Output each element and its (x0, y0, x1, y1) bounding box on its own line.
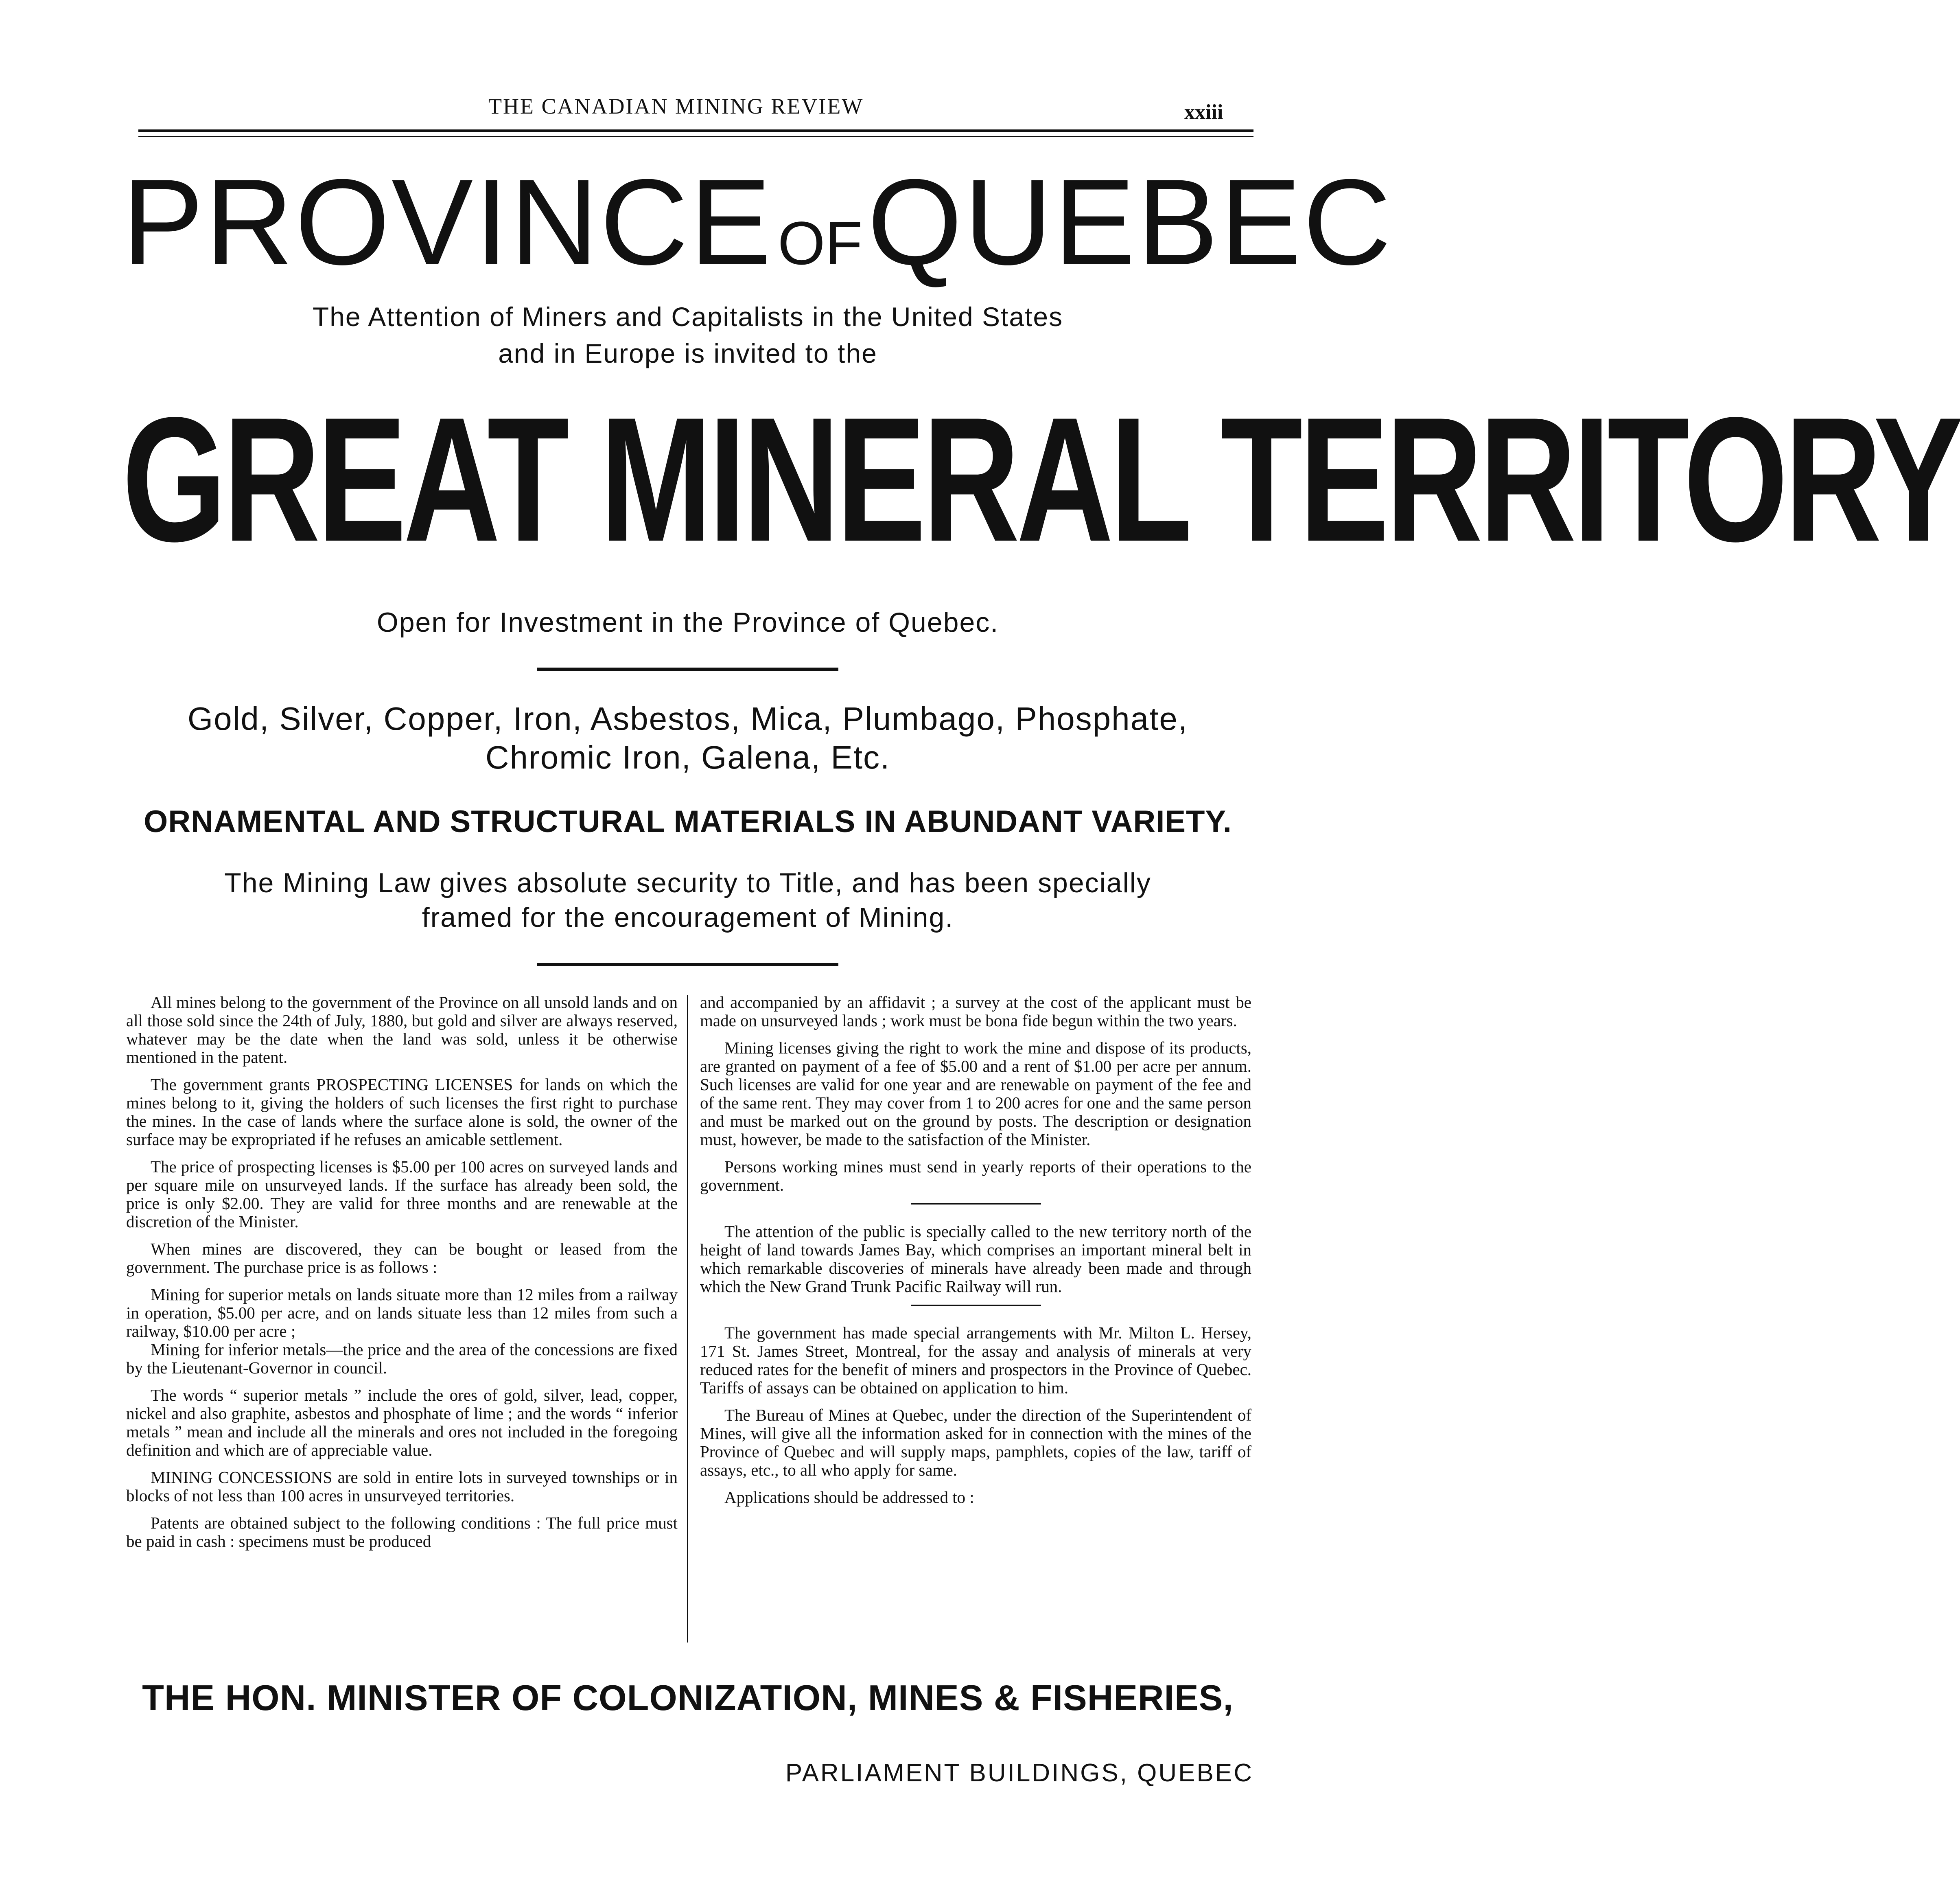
header-rule-thin (138, 136, 1253, 137)
right-divider-2 (911, 1305, 1041, 1306)
right-paragraph: The attention of the public is specially called to the new territory north of the height of land towards James Bay, which comprises an important mineral belt in which remarkable discoveries of minerals have already been made and through which the New Grand Trunk Pacific Railway will run. (700, 1222, 1251, 1296)
masthead (122, 153, 1393, 290)
open-line: Open for Investment in the Province of Quebec. (376, 607, 999, 638)
running-title: THE CANADIAN MINING REVIEW (488, 94, 864, 118)
minerals-line-2: Chromic Iron, Galena, Etc. (485, 739, 890, 775)
right-column (700, 993, 1251, 1516)
left-paragraph: Mining for inferior metals—the price and the area of the concessions are fixed by the Lieutenant-Governor in council. (126, 1340, 678, 1377)
right-paragraph: Applications should be addressed to : (724, 1488, 974, 1507)
right-divider-1 (911, 1203, 1041, 1205)
left-paragraph: MINING CONCESSIONS are sold in entire lots in surveyed townships or in blocks of not less than 100 acres in unsurveyed territories. (126, 1468, 678, 1505)
right-paragraph: Persons working mines must send in yearly reports of their operations to the government. (700, 1157, 1251, 1194)
headline: GREAT MINERAL TERRITORY (122, 380, 1960, 578)
intro-line-2: and in Europe is invited to the (498, 338, 877, 368)
address-line: PARLIAMENT BUILDINGS, QUEBEC (785, 1759, 1253, 1787)
masthead-of: OF (777, 209, 863, 277)
page-number: xxiii (1184, 101, 1223, 124)
left-paragraph: Patents are obtained subject to the following conditions : The full price must be paid in cash : specimens must be produced (126, 1513, 678, 1551)
column-divider (687, 995, 688, 1643)
left-column (126, 993, 678, 1559)
intro-line-1: The Attention of Miners and Capitalists in the United States (312, 302, 1063, 332)
header-rule-thick (138, 129, 1253, 132)
minister-line: THE HON. MINISTER OF COLONIZATION, MINES & FISHERIES, (142, 1678, 1234, 1718)
right-paragraph: Mining licenses giving the right to work the mine and dispose of its products, are granted on payment of a fee of $5.00 and a rent of $1.00 per acre per annum. Such licenses are valid for one year and are renewable on payment of the fee and of the same rent. They may cover from 1 to 200 acres for one and the same person and must be marked out on the ground by posts. The description or designation must, however, be made to the satisfaction of the Minister. (700, 1038, 1251, 1149)
left-paragraph: The government grants PROSPECTING LICENSES for lands on which the mines belong to it, giving the holders of such licenses the first right to purchase the mines. In the case of lands where the surface alone is sold, the owner of the surface may be expropriated if he refuses an amicable settlement. (126, 1075, 678, 1149)
materials-line: ORNAMENTAL AND STRUCTURAL MATERIALS IN ABUNDANT VARIETY. (144, 804, 1232, 839)
law-line-2: framed for the encouragement of Mining. (422, 902, 954, 933)
left-paragraph: All mines belong to the government of the Province on all unsold lands and on all those sold since the 24th of July, 1880, but gold and silver are always reserved, whatever may be the date when the land was sold, unless it be otherwise mentioned in the patent. (126, 993, 678, 1067)
right-paragraph: and accompanied by an affidavit ; a survey at the cost of the applicant must be made on unsurveyed lands ; work must be bona fide begun within the two years. (700, 993, 1251, 1030)
law-line-1: The Mining Law gives absolute security to Title, and has been specially (224, 867, 1151, 898)
left-paragraph: When mines are discovered, they can be bought or leased from the government. The purchase price is as follows : (126, 1240, 678, 1277)
left-paragraph: The words “ superior metals ” include the ores of gold, silver, lead, copper, nickel and also graphite, asbestos and phosphate of lime ; and the words “ inferior metals ” mean and include all the minerals and ores not included in the foregoing definition and which are of appreciable value. (126, 1386, 678, 1459)
minerals-line-1: Gold, Silver, Copper, Iron, Asbestos, Mica, Plumbago, Phosphate, (187, 701, 1188, 737)
left-paragraph: The price of prospecting licenses is $5.00 per 100 acres on surveyed lands and per square mile on unsurveyed lands. If the surface has already been sold, the price is only $2.00. They are valid for three months and are renewable at the discretion of the Minister. (126, 1157, 678, 1231)
divider-1 (537, 668, 838, 671)
divider-2 (537, 963, 838, 966)
left-paragraph: Mining for superior metals on lands situate more than 12 miles from a railway in operation, $5.00 per acre, and on lands situate less than 12 miles from such a railway, $10.00 per acre ; (126, 1285, 678, 1340)
masthead-province: PROVINCE (122, 153, 773, 290)
right-paragraph: The Bureau of Mines at Quebec, under the direction of the Superintendent of Mines, will give all the information asked for in connection with the mines of the Province of Quebec and will supply maps, pamphlets, copies of the law, tariff of assays, etc., to all who apply for same. (700, 1406, 1251, 1479)
masthead-quebec: QUEBEC (867, 153, 1393, 290)
right-paragraph: The government has made special arrangements with Mr. Milton L. Hersey, 171 St. James Street, Montreal, for the assay and analysis of minerals at very reduced rates for the benefit of miners and prospectors in the Province of Quebec. Tariffs of assays can be obtained on application to him. (700, 1323, 1251, 1397)
